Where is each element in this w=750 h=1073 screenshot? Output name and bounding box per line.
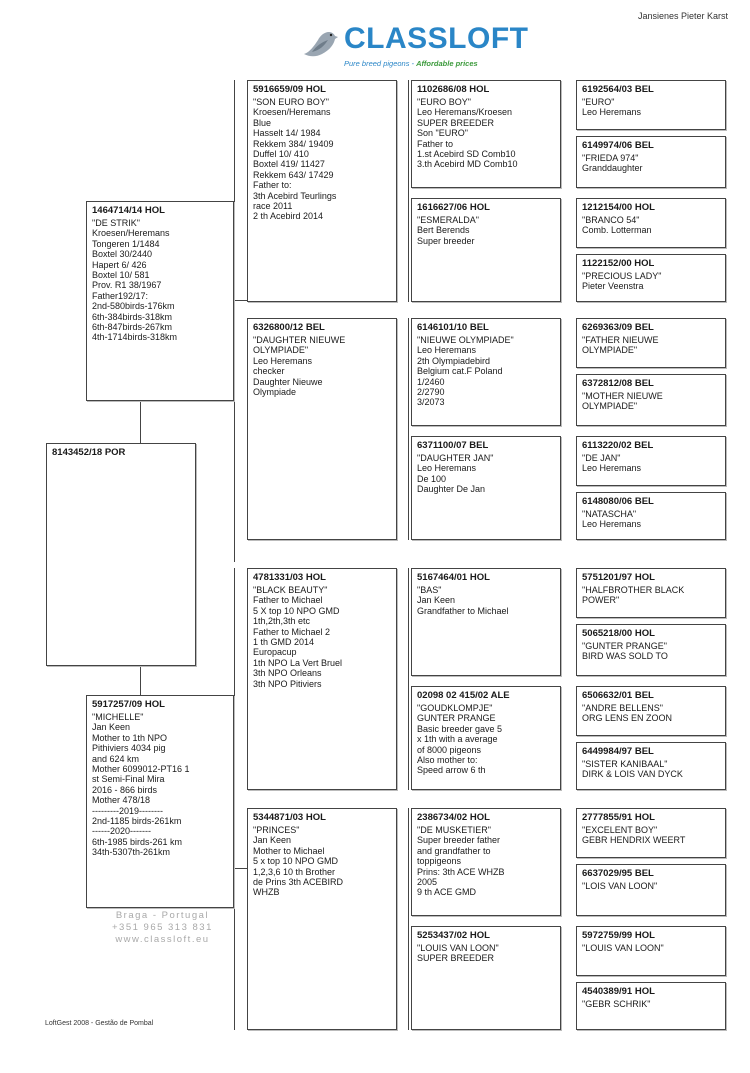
pigeon-card-sire <box>86 201 234 401</box>
connector <box>408 318 409 540</box>
pigeon-card-gen4 <box>576 318 726 368</box>
pigeon-card-gen3 <box>411 568 561 676</box>
info-line: DIRK & LOIS VAN DYCK <box>582 769 683 780</box>
info-line: 6th-384birds-318km <box>92 311 173 322</box>
ring-number: 6148080/06 BEL <box>582 496 654 507</box>
info-line: Hapert 6/ 426 <box>92 259 147 270</box>
tagline-part-a: Pure breed pigeons - <box>344 59 417 68</box>
ring-number: 5751201/97 HOL <box>582 572 655 583</box>
info-line: Leo Heremans <box>582 463 642 474</box>
info-line: "MOTHER NIEUWE <box>582 391 663 401</box>
footer-credit: LoftGest 2008 - Gestão de Pombal <box>45 1020 154 1027</box>
info-line: GUNTER PRANGE <box>417 713 496 724</box>
info-line: "GUNTER PRANGE" <box>582 641 667 651</box>
pigeon-card-gen4 <box>576 492 726 540</box>
info-line: 3th NPO Orleans <box>253 668 322 679</box>
info-line: and 624 km <box>92 753 140 764</box>
ring-number: 6146101/10 BEL <box>417 322 489 333</box>
info-line: Rekkem 384/ 19409 <box>253 138 334 149</box>
info-line: "MICHELLE" <box>92 712 144 722</box>
pigeon-card-dam <box>86 695 234 908</box>
info-line: 6th-1985 birds-261 km <box>92 836 183 847</box>
info-line: "LOIS VAN LOON" <box>582 881 658 891</box>
info-line: Leo Heremans <box>253 355 313 366</box>
info-line: Tongeren 1/1484 <box>92 238 160 249</box>
ring-number: 5917257/09 HOL <box>92 699 165 710</box>
pigeon-card-gen4 <box>576 926 726 976</box>
info-line: Olympiade <box>253 387 297 398</box>
info-line: race 2011 <box>253 201 293 212</box>
info-line: 9 th ACE GMD <box>417 887 477 898</box>
info-line: Daughter De Jan <box>417 484 486 495</box>
connector <box>234 300 247 301</box>
info-line: Jan Keen <box>253 835 292 846</box>
info-line: ORG LENS EN ZOON <box>582 713 673 724</box>
info-line: 5 X top 10 NPO GMD <box>253 605 340 616</box>
info-line: Mother to Michael <box>253 845 325 856</box>
pigeon-card-gen2 <box>247 808 397 1030</box>
ring-number: 1464714/14 HOL <box>92 205 165 216</box>
info-line: 2/2790 <box>417 387 445 398</box>
connector <box>408 808 409 1030</box>
info-line: de Prins 3th ACEBIRD <box>253 877 344 888</box>
info-line: Comb. Lotterman <box>582 225 652 236</box>
info-line: 3.th Acebird MD Comb10 <box>417 159 518 170</box>
info-line: "EXCELENT BOY" <box>582 825 658 835</box>
info-line: Father to Michael 2 <box>253 626 331 637</box>
info-line: Hasselt 14/ 1984 <box>253 128 321 139</box>
ring-number: 02098 02 415/02 ALE <box>417 690 510 701</box>
ring-number: 6371100/07 BEL <box>417 440 489 451</box>
ring-number: 6326800/12 BEL <box>253 322 325 333</box>
ring-number: 4540389/91 HOL <box>582 986 655 997</box>
info-line: "DE JAN" <box>582 453 621 463</box>
info-line: Granddaughter <box>582 163 643 174</box>
info-line: Boxtel 419/ 11427 <box>253 159 325 170</box>
info-line: Daughter Nieuwe <box>253 376 323 387</box>
pigeon-card-gen4 <box>576 742 726 790</box>
pigeon-card-gen4 <box>576 864 726 916</box>
info-line: 2016 - 866 birds <box>92 784 158 795</box>
pigeon-card-gen4 <box>576 568 726 618</box>
info-line: "GEBR SCHRIK" <box>582 999 651 1009</box>
info-line: 1th,2th,3th etc <box>253 616 311 627</box>
pigeon-icon <box>300 24 340 64</box>
ring-number: 1616627/06 HOL <box>417 202 490 213</box>
info-line: Leo Heremans <box>582 519 642 530</box>
ring-number: 2777855/91 HOL <box>582 812 655 823</box>
info-line: 3th Acebird Teurlings <box>253 190 337 201</box>
info-line: Pithiviers 4034 pig <box>92 743 166 754</box>
ring-number: 1102686/08 HOL <box>417 84 490 95</box>
info-line: Son "EURO" <box>417 128 468 139</box>
info-line: 1th NPO La Vert Bruel <box>253 657 343 668</box>
pigeon-card-gen2 <box>247 80 397 302</box>
info-line: ---------2019-------- <box>92 805 163 816</box>
info-line: "FATHER NIEUWE <box>582 335 659 345</box>
info-line: Kroesen/Heremans <box>253 107 331 118</box>
info-line: Duffel 10/ 410 <box>253 149 309 160</box>
info-line: BIRD WAS SOLD TO <box>582 651 668 662</box>
info-line: "EURO" <box>582 97 615 107</box>
info-line: SUPER BREEDER <box>417 117 495 128</box>
ring-number: 5065218/00 HOL <box>582 628 655 639</box>
contact-city: Braga - Portugal <box>115 910 210 921</box>
info-line: Leo Heremans <box>582 107 642 118</box>
ring-number: 8143452/18 POR <box>52 447 126 458</box>
logo-tagline <box>344 59 478 68</box>
pigeon-card-gen3 <box>411 808 561 916</box>
info-line: Super breeder father <box>417 835 501 846</box>
info-line: Leo Heremans/Kroesen <box>417 107 513 118</box>
pigeon-card-gen3 <box>411 318 561 426</box>
connector <box>234 868 247 869</box>
info-line: OLYMPIADE" <box>582 401 638 412</box>
connector <box>234 80 235 562</box>
ring-number: 6113220/02 BEL <box>582 440 654 451</box>
info-line: OLYMPIADE" <box>253 345 309 356</box>
info-line: checker <box>253 366 285 377</box>
info-line: Father192/17: <box>92 290 149 301</box>
info-line: Boxtel 30/2440 <box>92 249 153 260</box>
pigeon-card-gen4 <box>576 80 726 130</box>
info-line: Europacup <box>253 647 297 658</box>
pigeon-card-gen4 <box>576 808 726 858</box>
info-line: Boxtel 10/ 581 <box>92 270 150 281</box>
info-line: Father to: <box>253 180 292 191</box>
info-line: POWER" <box>582 595 620 606</box>
info-line: Speed arrow 6 th <box>417 765 486 776</box>
contact-website: www.classloft.eu <box>115 934 210 945</box>
info-line: De 100 <box>417 473 447 484</box>
info-line: Pieter Veenstra <box>582 281 644 292</box>
ring-number: 1122152/00 HOL <box>582 258 655 269</box>
pigeon-card-gen4 <box>576 624 726 676</box>
tagline-part-b: Affordable prices <box>416 59 478 68</box>
pigeon-card-gen4 <box>576 686 726 736</box>
info-line: 2nd-580birds-176km <box>92 301 175 312</box>
pigeon-card-gen4 <box>576 198 726 248</box>
info-line: "BLACK BEAUTY" <box>253 585 328 595</box>
info-line: "DE STRIK" <box>92 218 140 228</box>
info-line: OLYMPIADE" <box>582 345 638 356</box>
ring-number: 5916659/09 HOL <box>253 84 326 95</box>
connector <box>140 400 141 444</box>
info-line: Rekkem 643/ 17429 <box>253 169 334 180</box>
pigeon-card-gen4 <box>576 136 726 188</box>
info-line: "GOUDKLOMPJE" <box>417 703 493 713</box>
pigeon-card-gen3 <box>411 198 561 302</box>
info-line: 1.st Acebird SD Comb10 <box>417 149 516 160</box>
info-line: 1/2460 <box>417 376 445 387</box>
connector <box>140 665 141 696</box>
ring-number: 6637029/95 BEL <box>582 868 654 879</box>
ring-number: 6372812/08 BEL <box>582 378 654 389</box>
info-line: "BRANCO 54" <box>582 215 640 225</box>
contact-info <box>112 910 213 946</box>
info-line: Mother to 1th NPO <box>92 732 168 743</box>
info-line: Prins: 3th ACE WHZB <box>417 866 505 877</box>
ring-number: 6269363/09 BEL <box>582 322 654 333</box>
info-line: Super breeder <box>417 235 475 246</box>
ring-number: 6449984/97 BEL <box>582 746 654 757</box>
info-line: "ESMERALDA" <box>417 215 479 225</box>
ring-number: 5972759/99 HOL <box>582 930 655 941</box>
info-line: "LOUIS VAN LOON" <box>417 943 499 953</box>
info-line: Jan Keen <box>92 722 131 733</box>
info-line: toppigeons <box>417 856 462 867</box>
info-line: 5 x top 10 NPO GMD <box>253 856 339 867</box>
info-line: Belgium cat.F Poland <box>417 366 503 377</box>
pigeon-card-gen3 <box>411 436 561 540</box>
info-line: Bert Berends <box>417 225 470 236</box>
connector <box>234 568 235 1030</box>
ring-number: 6506632/01 BEL <box>582 690 654 701</box>
info-line: "BAS" <box>417 585 442 595</box>
info-line: Father to <box>417 138 454 149</box>
ring-number: 5344871/03 HOL <box>253 812 326 823</box>
info-line: "LOUIS VAN LOON" <box>582 943 664 953</box>
info-line: Leo Heremans <box>417 463 477 474</box>
pigeon-card-subject <box>46 443 196 666</box>
owner-name: Jansienes Pieter Karst <box>637 11 728 21</box>
info-line: 2nd-1185 birds-261km <box>92 816 182 827</box>
ring-number: 6192564/03 BEL <box>582 84 654 95</box>
info-line: 3th NPO Pitiviers <box>253 678 322 689</box>
info-line: st Semi-Final Mira <box>92 774 165 785</box>
info-line: "DAUGHTER NIEUWE <box>253 335 346 345</box>
info-line: Also mother to: <box>417 755 478 766</box>
info-line: Grandfather to Michael <box>417 605 509 616</box>
contact-phone: +351 965 313 831 <box>112 922 213 933</box>
info-line: "NATASCHA" <box>582 509 637 519</box>
info-line: "HALFBROTHER BLACK <box>582 585 685 595</box>
info-line: and grandfather to <box>417 845 491 856</box>
info-line: 2th Olympiadebird <box>417 355 491 366</box>
info-line: "SON EURO BOY" <box>253 97 329 107</box>
info-line: Mother 478/18 <box>92 795 151 806</box>
logo-text: CLASSLOFT <box>344 22 529 55</box>
pigeon-card-gen2 <box>247 318 397 540</box>
connector <box>408 568 409 790</box>
pigeon-card-gen4 <box>576 254 726 302</box>
connector <box>408 80 409 302</box>
info-line: "ANDRE BELLENS" <box>582 703 663 713</box>
info-line: Father to Michael <box>253 595 323 606</box>
info-line: 1 th GMD 2014 <box>253 637 315 648</box>
info-line: "EURO BOY" <box>417 97 471 107</box>
info-line: Mother 6099012-PT16 1 <box>92 764 190 775</box>
info-line: 6th-847birds-267km <box>92 322 173 333</box>
classloft-logo <box>300 22 530 70</box>
pigeon-card-gen4 <box>576 436 726 486</box>
info-line: 2005 <box>417 877 438 888</box>
info-line: 4th-1714birds-318km <box>92 332 178 343</box>
info-line: "DE MUSKETIER" <box>417 825 491 835</box>
pigeon-card-gen3 <box>411 926 561 1030</box>
ring-number: 4781331/03 HOL <box>253 572 326 583</box>
info-line: "SISTER KANIBAAL" <box>582 759 668 769</box>
pigeon-card-gen4 <box>576 374 726 426</box>
info-line: Blue <box>253 117 272 128</box>
info-line: "NIEUWE OLYMPIADE" <box>417 335 514 345</box>
ring-number: 1212154/00 HOL <box>582 202 655 213</box>
info-line: Kroesen/Heremans <box>92 228 170 239</box>
pigeon-card-gen4 <box>576 982 726 1030</box>
info-line: 34th-5307th-261km <box>92 847 171 858</box>
info-line: "FRIEDA 974" <box>582 153 639 163</box>
info-line: WHZB <box>253 887 280 898</box>
info-line: ------2020------- <box>92 826 151 837</box>
info-line: 1,2,3,6 10 th Brother <box>253 866 336 877</box>
info-line: Basic breeder gave 5 <box>417 723 503 734</box>
info-line: of 8000 pigeons <box>417 744 482 755</box>
info-line: "PRECIOUS LADY" <box>582 271 662 281</box>
pigeon-card-gen3 <box>411 80 561 188</box>
ring-number: 5167464/01 HOL <box>417 572 490 583</box>
info-line: x 1th with a average <box>417 734 498 745</box>
pigeon-card-gen3 <box>411 686 561 790</box>
info-line: 2 th Acebird 2014 <box>253 211 324 222</box>
info-line: "DAUGHTER JAN" <box>417 453 494 463</box>
pigeon-card-gen2 <box>247 568 397 790</box>
info-line: Leo Heremans <box>417 345 477 356</box>
ring-number: 2386734/02 HOL <box>417 812 490 823</box>
info-line: 3/2073 <box>417 397 445 408</box>
info-line: "PRINCES" <box>253 825 300 835</box>
ring-number: 5253437/02 HOL <box>417 930 490 941</box>
info-line: Prov. R1 38/1967 <box>92 280 162 291</box>
info-line: Jan Keen <box>417 595 456 606</box>
ring-number: 6149974/06 BEL <box>582 140 654 151</box>
info-line: GEBR HENDRIX WEERT <box>582 835 686 846</box>
info-line: SUPER BREEDER <box>417 953 495 964</box>
